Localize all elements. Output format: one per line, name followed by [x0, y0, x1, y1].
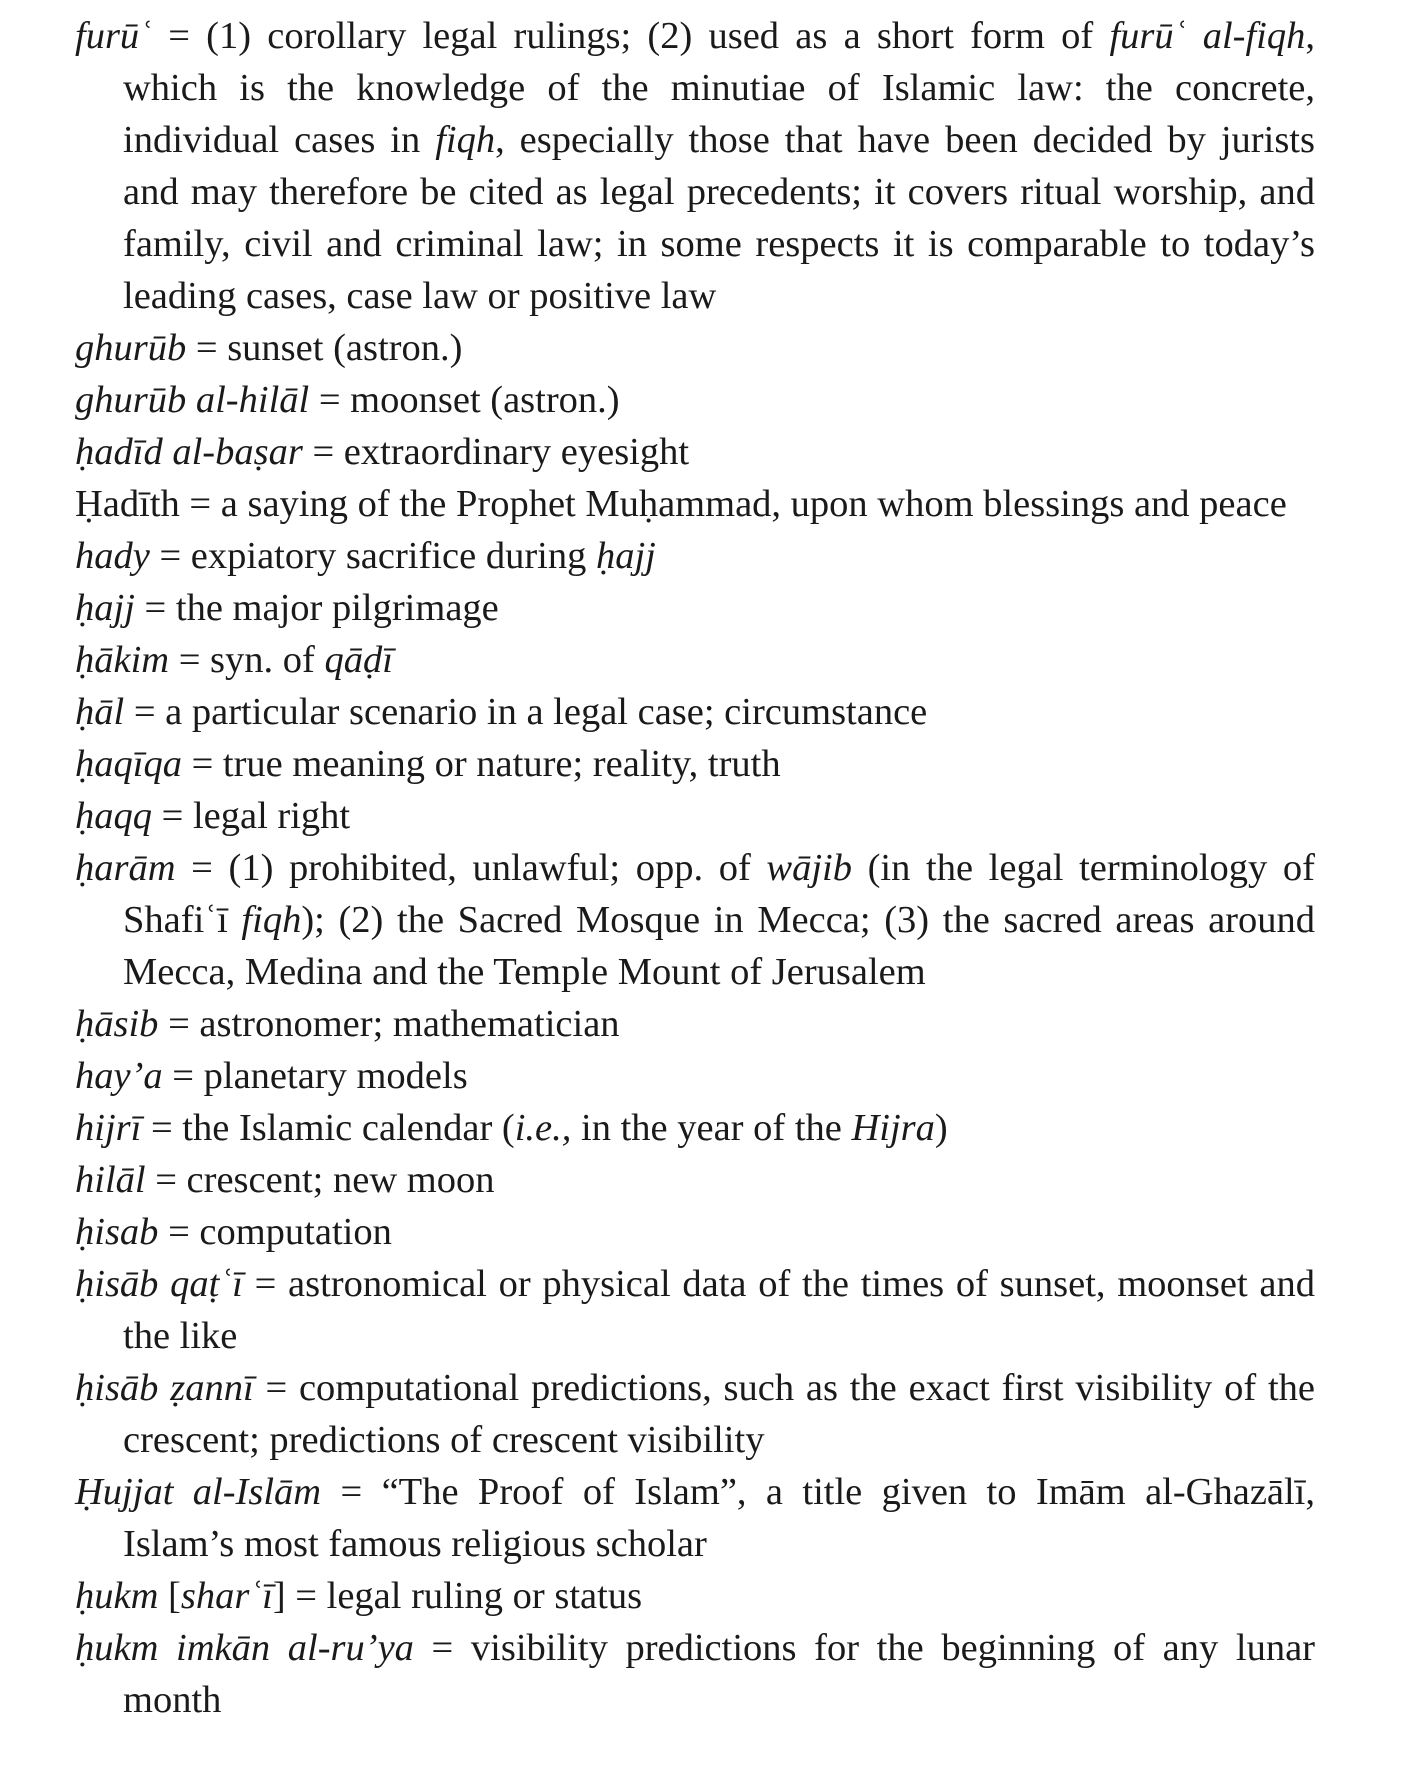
glossary-term: hijrī [75, 1107, 142, 1149]
glossary-entry-hakim [75, 634, 1315, 686]
glossary-term: ḥukm imkān al-ru’ya [75, 1627, 414, 1669]
glossary-text: fiqh [435, 119, 496, 161]
glossary-term: ghurūb [75, 327, 187, 369]
glossary-term: hady [75, 535, 150, 577]
glossary-text: = the Islamic calendar ( [141, 1107, 515, 1149]
glossary-entry-hal [75, 686, 1315, 738]
glossary-text: (in the legal terminology of Shafiʿī [123, 847, 1315, 941]
glossary-entry-ghurub-al-hilal [75, 374, 1315, 426]
glossary-text: = expiatory sacrifice during [149, 535, 596, 577]
glossary-term: ḥāl [75, 691, 125, 733]
glossary-text: ] = legal ruling or status [272, 1575, 643, 1617]
glossary-term: ḥisāb ẓannī [75, 1367, 254, 1409]
glossary-entry-hukm-imkan-al-ruya [75, 1622, 1315, 1726]
glossary-entry-hisab-qati [75, 1258, 1315, 1362]
glossary-term: Ḥujjat al-Islām [75, 1471, 322, 1513]
glossary-entry-hajj [75, 582, 1315, 634]
glossary-text: = moonset (astron.) [309, 379, 620, 421]
glossary-entry-furu [75, 10, 1315, 322]
glossary-text: = syn. of [169, 639, 325, 681]
glossary-entry-haram [75, 842, 1315, 998]
glossary-term: hilāl [75, 1159, 146, 1201]
glossary-entry-haqiqa [75, 738, 1315, 790]
glossary-entry-hilal [75, 1154, 1315, 1206]
glossary-text: ) [934, 1107, 948, 1149]
glossary-page [75, 10, 1315, 1726]
glossary-term: ḥaqq [75, 795, 152, 837]
glossary-text: fiqh [241, 899, 302, 941]
glossary-text: Hijra [851, 1107, 935, 1149]
glossary-term: ḥajj [75, 587, 135, 629]
glossary-term: ḥadīd al-baṣar [75, 431, 303, 473]
glossary-text: sharʿī [180, 1575, 273, 1617]
glossary-text: [ [158, 1575, 181, 1617]
glossary-term: ḥākim [75, 639, 170, 681]
glossary-entry-hisab-zanni [75, 1362, 1315, 1466]
glossary-entry-hujjat-al-islam [75, 1466, 1315, 1570]
glossary-term: furūʿ [75, 15, 152, 57]
glossary-entry-hijri [75, 1102, 1315, 1154]
glossary-text: , which is the knowledge of the minutiae of Islamic law: the concrete, individual cases in [123, 15, 1315, 161]
glossary-text: = computational predictions, such as the exact first visibility of the crescent; predictions of crescent visibility [123, 1367, 1315, 1461]
glossary-text: = legal right [152, 795, 351, 837]
glossary-text: in the year of the [571, 1107, 852, 1149]
glossary-term: ḥarām [75, 847, 176, 889]
glossary-text: furūʿ al-fiqh [1109, 15, 1306, 57]
glossary-text: = true meaning or nature; reality, truth [181, 743, 781, 785]
glossary-text: = extraordinary eyesight [302, 431, 690, 473]
glossary-term: ghurūb al-hilāl [75, 379, 310, 421]
glossary-entry-hasib [75, 998, 1315, 1050]
glossary-term: hay’a [75, 1055, 163, 1097]
glossary-text: = sunset (astron.) [186, 327, 463, 369]
glossary-text: = computation [158, 1211, 392, 1253]
glossary-term: ḥisab [75, 1211, 159, 1253]
glossary-text: ); (2) the Sacred Mosque in Mecca; (3) the sacred areas around Mecca, Medina and the Temple Mount of Jerusalem [123, 899, 1315, 993]
glossary-text: = the major pilgrimage [134, 587, 499, 629]
glossary-text: qāḍī [324, 639, 393, 681]
glossary-text: = astronomer; mathematician [158, 1003, 620, 1045]
glossary-text: = a saying of the Prophet Muḥammad, upon whom blessings and peace [179, 483, 1287, 525]
glossary-text: i.e., [514, 1107, 572, 1149]
glossary-term: ḥaqīqa [75, 743, 182, 785]
glossary-entry-hukm-shari [75, 1570, 1315, 1622]
glossary-text: = (1) corollary legal rulings; (2) used as a short form of [152, 15, 1110, 57]
glossary-term: ḥukm [75, 1575, 159, 1617]
glossary-text: = a particular scenario in a legal case; circumstance [124, 691, 928, 733]
glossary-text: = (1) prohibited, unlawful; opp. of [175, 847, 767, 889]
glossary-term: Ḥadīth [75, 483, 180, 525]
glossary-entry-hady [75, 530, 1315, 582]
glossary-entry-haya [75, 1050, 1315, 1102]
glossary-entry-hisab [75, 1206, 1315, 1258]
glossary-text: , especially those that have been decided by jurists and may therefore be cited as legal precedents; it covers ritual worship, and family, civil and criminal law; in some respects it is comparable to today’s leading cases, case law or positive law [123, 119, 1315, 317]
glossary-text: = “The Proof of Islam”, a title given to Imām al-Ghazālī, Islam’s most famous religious scholar [123, 1471, 1316, 1565]
glossary-text: ḥajj [595, 535, 656, 577]
glossary-text: = visibility predictions for the beginning of any lunar month [123, 1627, 1316, 1721]
glossary-text: wājib [766, 847, 852, 889]
glossary-term: ḥāsib [75, 1003, 159, 1045]
glossary-entry-hadith [75, 478, 1315, 530]
glossary-term: ḥisāb qaṭʿī [75, 1263, 243, 1305]
glossary-text: = planetary models [162, 1055, 468, 1097]
glossary-text: = crescent; new moon [145, 1159, 495, 1201]
glossary-text: = astronomical or physical data of the times of sunset, moonset and the like [123, 1263, 1315, 1357]
glossary-entry-haqq [75, 790, 1315, 842]
glossary-entry-hadid-al-basar [75, 426, 1315, 478]
glossary-entry-ghurub [75, 322, 1315, 374]
